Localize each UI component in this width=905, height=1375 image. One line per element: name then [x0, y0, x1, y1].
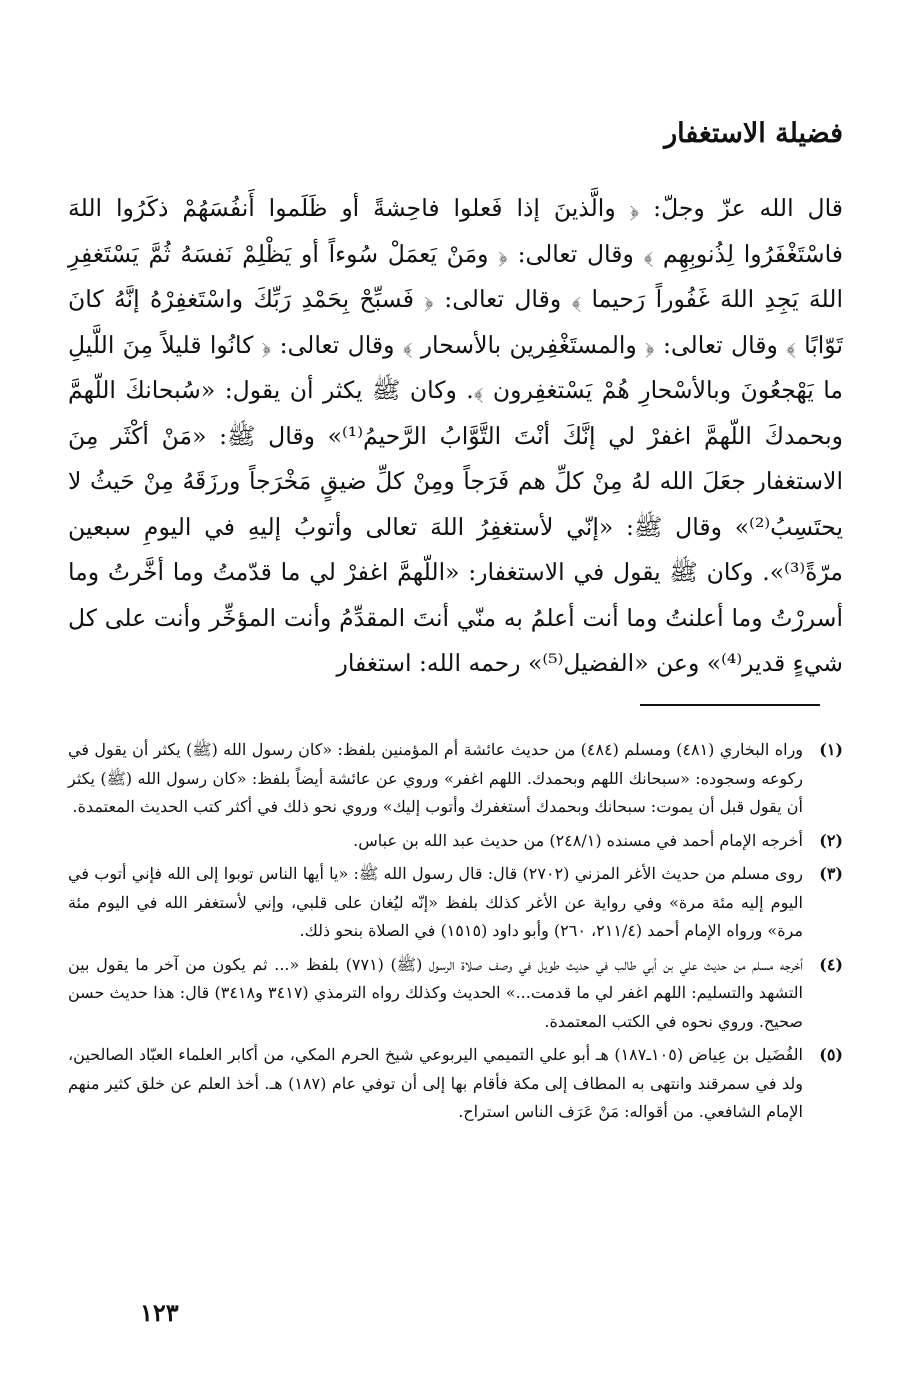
footnote-number: (٢) [819, 830, 843, 850]
footnote-text: أخرجه الإمام أحمد في مسنده (٢٤٨/١) من حديث عبد الله بن عباس. [353, 830, 803, 850]
footnote-4 [68, 951, 843, 1037]
footnote-1 [68, 736, 843, 822]
footnotes [68, 736, 843, 1132]
footnote-text: وراه البخاري (٤٨١) ومسلم (٤٨٤) من حديث عائشة أم المؤمنين بلفظ: «كان رسول الله (ﷺ) يكثر أن يقول في ركوعه وسجوده: «سبحانك اللهم وبحمدك. اللهم اغفر» وروي عن عائشة أيضاً بلفظ: «كان رسول الله (ﷺ) يكثر أن يقول قبل أن يموت: سبحانك وبحمدك أستغفرك وأتوب إليك» وروي نحو ذلك في أكثر كتب الحديث المعتمدة. [68, 740, 804, 816]
footnote-text: أخرجه مسلم من حديث علي بن أبي طالب في حديث طويل في وصف صلاة الرسول (ﷺ) (٧٧١) بلفظ «... ثم يكون من آخر ما يقول بين التشهد والتسليم: اللهم اغفر لي ما قدمت...» الحديث وكذلك رواه الترمذي (٣٤١٧ و٣٤١٨) قال: هذا حديث حسن صحيح. وروي نحوه في الكتب المعتمدة. [68, 954, 804, 1031]
footnote-2 [68, 827, 843, 856]
footnote-divider [640, 704, 820, 706]
footnote-number: (٣) [819, 864, 843, 883]
footnote-text: روى مسلم من حديث الأغر المزني (٢٧٠٢) قال: قال رسول الله ﷺ: «يا أيها الناس توبوا إلى الله فإني أتوب في اليوم إليه مئة مرة» وفي رواية عن الأغر كذلك بلفظ «إنّه ليُغان على قلبي، وإني لأستغفر الله في اليوم مئة مرة» ورواه الإمام أحمد (٢١١/٤، ٢٦٠) وأبو داود (١٥١٥) في الصلاة بنحو ذلك. [68, 864, 804, 940]
footnote-number: (٤) [819, 954, 843, 974]
section-heading: فضيلة الاستغفار [664, 118, 843, 149]
footnote-5 [68, 1041, 843, 1127]
footnote-number: (٥) [819, 1045, 843, 1064]
main-body-text: قال الله عزّ وجلّ: ﴿ والَّذينَ إذا فَعلوا فاحِشةً أو ظَلَموا أَنفُسَهُمْ ذكَرُوا اللهَ فاسْتَغْفَرُوا لِذُنوبِهِم ﴾ وقال تعالى: ﴿ ومَنْ يَعمَلْ سُوءاً أو يَظْلِمْ نَفسَهُ ثُمَّ يَسْتَغفِرِ اللهَ يَجِدِ اللهَ غَفُوراً رَحيما ﴾ وقال تعالى: ﴿ فَسبِّحْ بِحَمْدِ رَبِّكَ واسْتَغفِرْهُ إنَّهُ كانَ تَوّابًا ﴾ وقال تعالى: ﴿ والمستَغْفِرين بالأسحار ﴾ وقال تعالى: ﴿ كانُوا قليلاً مِنَ اللَّيلِ ما يَهْجعُونَ وبالأسْحارِ هُمْ يَسْتغفِرون ﴾. وكان ﷺ يكثر أن يقول: «سُبحانكَ اللّهمَّ وبحمدكَ اللّهمَّ اغفرْ لي إنَّكَ أنْتَ التَّوَّابُ الرَّحيمُ⁽¹⁾» وقال ﷺ: «مَنْ أكْثَر مِنَ الاستغفار جعَلَ الله لهُ مِنْ كلِّ هم فَرَجاً ومِنْ كلِّ ضيقٍ مَخْرَجاً ورزَقَهُ مِنْ حَيثُ لا يحتَسِبُ⁽²⁾» وقال ﷺ: «إنّي لأستغفِرُ اللهَ تعالى وأتوبُ إليهِ في اليومِ سبعين مرّةً⁽³⁾». وكان ﷺ يقول في الاستغفار: «اللّهمَّ اغفرْ لي ما قدّمتُ وما أخَّرتُ وما أسررْتُ وما أعلنتُ وما أنت أعلمُ به منّي أنتَ المقدِّمُ وأنت المؤخِّر وأنت على كل شيءٍ قدير⁽⁴⁾» وعن «الفضيل⁽⁵⁾» رحمه الله: استغفار [68, 194, 843, 677]
footnote-number: (١) [819, 740, 843, 759]
footnote-3 [68, 860, 843, 946]
footnote-text: الفُضَيل بن عِياض (١٠٥ـ١٨٧) هـ أبو علي التميمي اليربوعي شيخ الحرم المكي، من أكابر العلماء العبّاد الصالحين، ولد في سمرقند وانتهى به المطاف إلى مكة فأقام بها إلى أن توفي عام (١٨٧) هـ. أخذ العلم عن خلق كثير منهم الإمام الشافعي. من أقواله: مَنْ عَرَف الناس استراح. [68, 1045, 803, 1121]
page-number: ١٢٣ [140, 1298, 179, 1327]
